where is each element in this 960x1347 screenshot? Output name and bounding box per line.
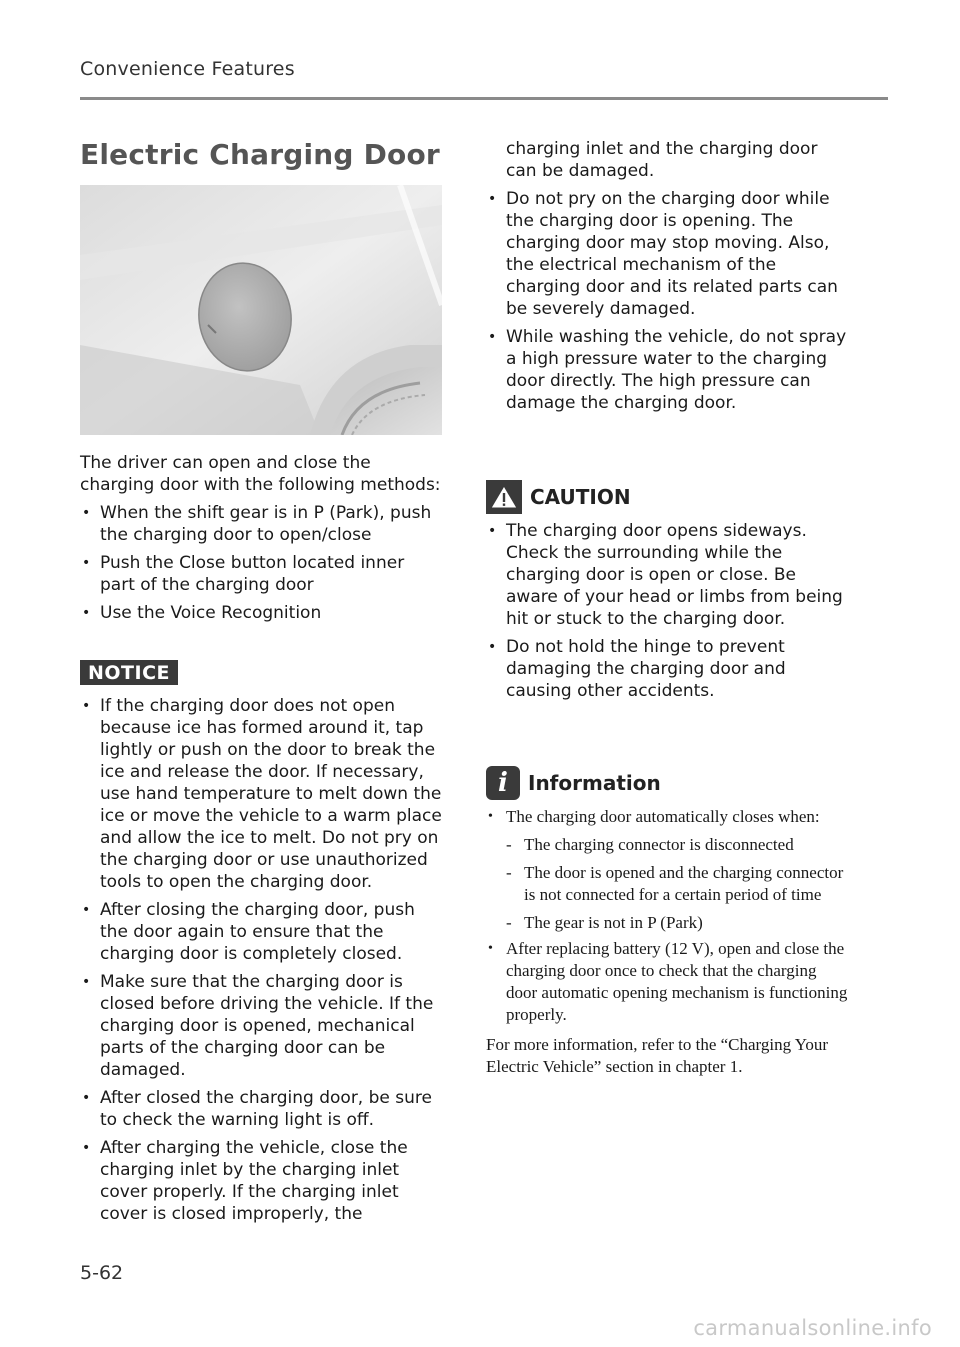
section-title: Electric Charging Door (80, 138, 440, 171)
list-item: • The charging door opens sideways. Check the surrounding while the charging door is open or close. Be aware of your head or limbs from being hit or stuck to the charging door. (486, 520, 848, 630)
header-divider (80, 97, 888, 100)
list-item: • Make sure that the charging door is closed before driving the vehicle. If the charging door is opened, mechanical parts of the charging door can be damaged. (80, 971, 442, 1081)
list-item: • Do not pry on the charging door while the charging door is opening. The charging door may stop moving. Also, the electrical mechanism of the charging door and its related parts can be severely damaged. (486, 188, 848, 320)
information-list (486, 806, 848, 1026)
list-item: • After closed the charging door, be sure to check the warning light is off. (80, 1087, 442, 1131)
list-item: • After closing the charging door, push the door again to ensure that the charging door is completely closed. (80, 899, 442, 965)
intro-text: The driver can open and close the charging door with the following methods: (80, 453, 441, 495)
list-item: • Push the Close button located inner part of the charging door (80, 552, 442, 596)
notice-list-continued (486, 138, 848, 414)
list-item: • After replacing battery (12 V), open and close the charging door once to check that the charging door automatic opening mechanism is functioning properly. (486, 938, 848, 1026)
notice-list (80, 695, 442, 1225)
warning-triangle-icon (486, 480, 522, 514)
sub-list-item: - The charging connector is disconnected (506, 834, 848, 856)
caution-list (486, 520, 848, 702)
list-item: • After charging the vehicle, close the charging inlet by the charging inlet cover properly. If the charging inlet cover is closed improperly, the (80, 1137, 442, 1225)
list-item: • While washing the vehicle, do not spray a high pressure water to the charging door directly. The high pressure can damage the charging door. (486, 326, 848, 414)
caution-header (486, 480, 848, 514)
information-sublist (506, 834, 848, 934)
information-header (486, 766, 848, 800)
information-label: Information (528, 771, 661, 795)
charging-door-illustration (80, 185, 442, 435)
sub-list-item: - The door is opened and the charging connector is not connected for a certain period of time (506, 862, 848, 906)
caution-label: CAUTION (530, 485, 631, 509)
watermark: carmanualsonline.info (693, 1316, 932, 1340)
list-item: • If the charging door does not open because ice has formed around it, tap lightly or push on the door to break the ice and release the door. If necessary, use hand temperature to melt down the ice or move the vehicle to a warm place and allow the ice to melt. Do not pry on the charging door or use unauthorized tools to open the charging door. (80, 695, 442, 893)
notice-badge: NOTICE (80, 660, 178, 685)
sub-list-item: - The gear is not in P (Park) (506, 912, 848, 934)
header-title: Convenience Features (80, 58, 295, 80)
list-item: • Use the Voice Recognition (80, 602, 442, 624)
more-information-text: For more information, refer to the “Charging Your Electric Vehicle” section in chapter 1. (486, 1035, 828, 1076)
left-column (80, 138, 442, 1225)
list-item: • Do not hold the hinge to prevent damaging the charging door and causing other accidents. (486, 636, 848, 702)
list-item: • When the shift gear is in P (Park), push the charging door to open/close (80, 502, 442, 546)
information-item-text: The charging door automatically closes when: (506, 807, 820, 826)
list-item (486, 806, 848, 934)
methods-list (80, 502, 442, 624)
right-column (486, 138, 848, 1078)
page-number: 5-62 (80, 1262, 124, 1284)
list-item-continued: charging inlet and the charging door can be damaged. (506, 139, 818, 181)
info-icon: i (486, 766, 520, 800)
